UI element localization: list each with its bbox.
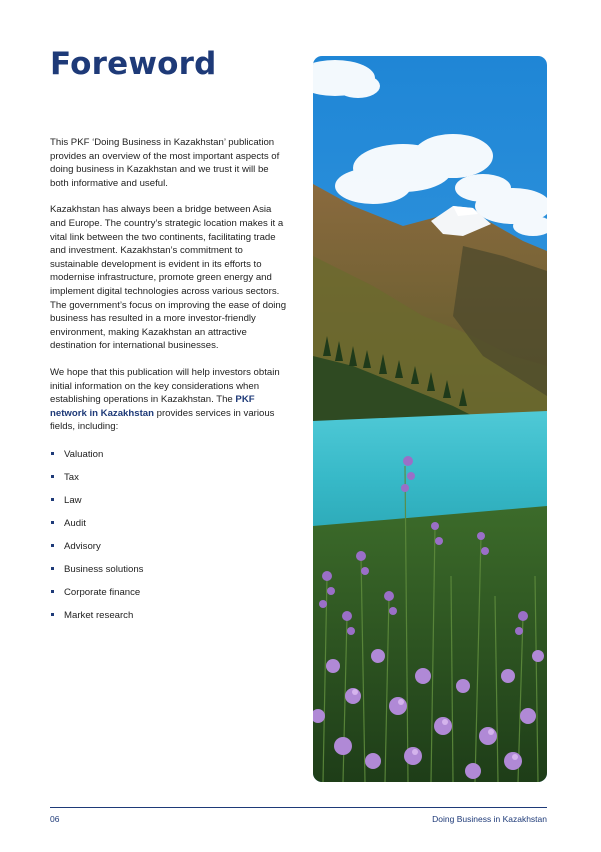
services-intro-before: We hope that this publication will help investors obtain initial information on the key considerations when establishing operations in Kazakhstan. The <box>50 366 280 406</box>
foreword-text <box>50 136 288 632</box>
bullet-icon <box>51 498 54 501</box>
page-title: Foreword <box>50 46 217 82</box>
bullet-icon <box>51 521 54 524</box>
bullet-icon <box>51 567 54 570</box>
service-item <box>50 494 288 517</box>
intro-paragraph: This PKF ‘Doing Business in Kazakhstan’ publication provides an overview of the most important aspects of doing business in Kazakhstan and we trust it will be both informative and useful. <box>50 137 280 189</box>
bridge-paragraph: Kazakhstan has always been a bridge between Asia and Europe. The country’s strategic location makes it a vital link between the two continents, facilitating trade and investment. Kazakhstan’s commitment to sustainable development is evident in its efforts to modernise infrastructure, promote green energy and implement digital technologies across various sectors. The government’s focus on improving the ease of doing business has resulted in a more investor-friendly environment, making Kazakhstan an attractive destination for international businesses. <box>50 204 287 352</box>
bullet-icon <box>51 452 54 455</box>
service-item <box>50 471 288 494</box>
page-number: 06 <box>50 814 60 824</box>
pkf-network-emphasis: PKF network in Kazakhstan <box>50 394 255 419</box>
footer-publication-title: Doing Business in Kazakhstan <box>432 814 547 824</box>
service-item <box>50 586 288 609</box>
service-label: Tax <box>64 471 79 483</box>
services-list <box>50 448 288 632</box>
service-item <box>50 609 288 632</box>
service-label: Valuation <box>64 448 104 460</box>
bullet-icon <box>51 475 54 478</box>
service-label: Law <box>64 494 82 506</box>
service-label: Business solutions <box>64 563 144 575</box>
service-item <box>50 517 288 540</box>
service-label: Market research <box>64 609 134 621</box>
bullet-icon <box>51 613 54 616</box>
services-intro-paragraph <box>50 366 288 434</box>
service-label: Advisory <box>64 540 101 552</box>
service-item <box>50 448 288 471</box>
services-intro-after: provides services in various fields, including: <box>50 407 275 433</box>
bullet-icon <box>51 544 54 547</box>
service-item <box>50 540 288 563</box>
service-item <box>50 563 288 586</box>
service-label: Audit <box>64 517 86 529</box>
bullet-icon <box>51 590 54 593</box>
footer-divider <box>50 807 547 808</box>
service-label: Corporate finance <box>64 586 141 598</box>
kazakhstan-landscape-photo <box>313 56 547 782</box>
